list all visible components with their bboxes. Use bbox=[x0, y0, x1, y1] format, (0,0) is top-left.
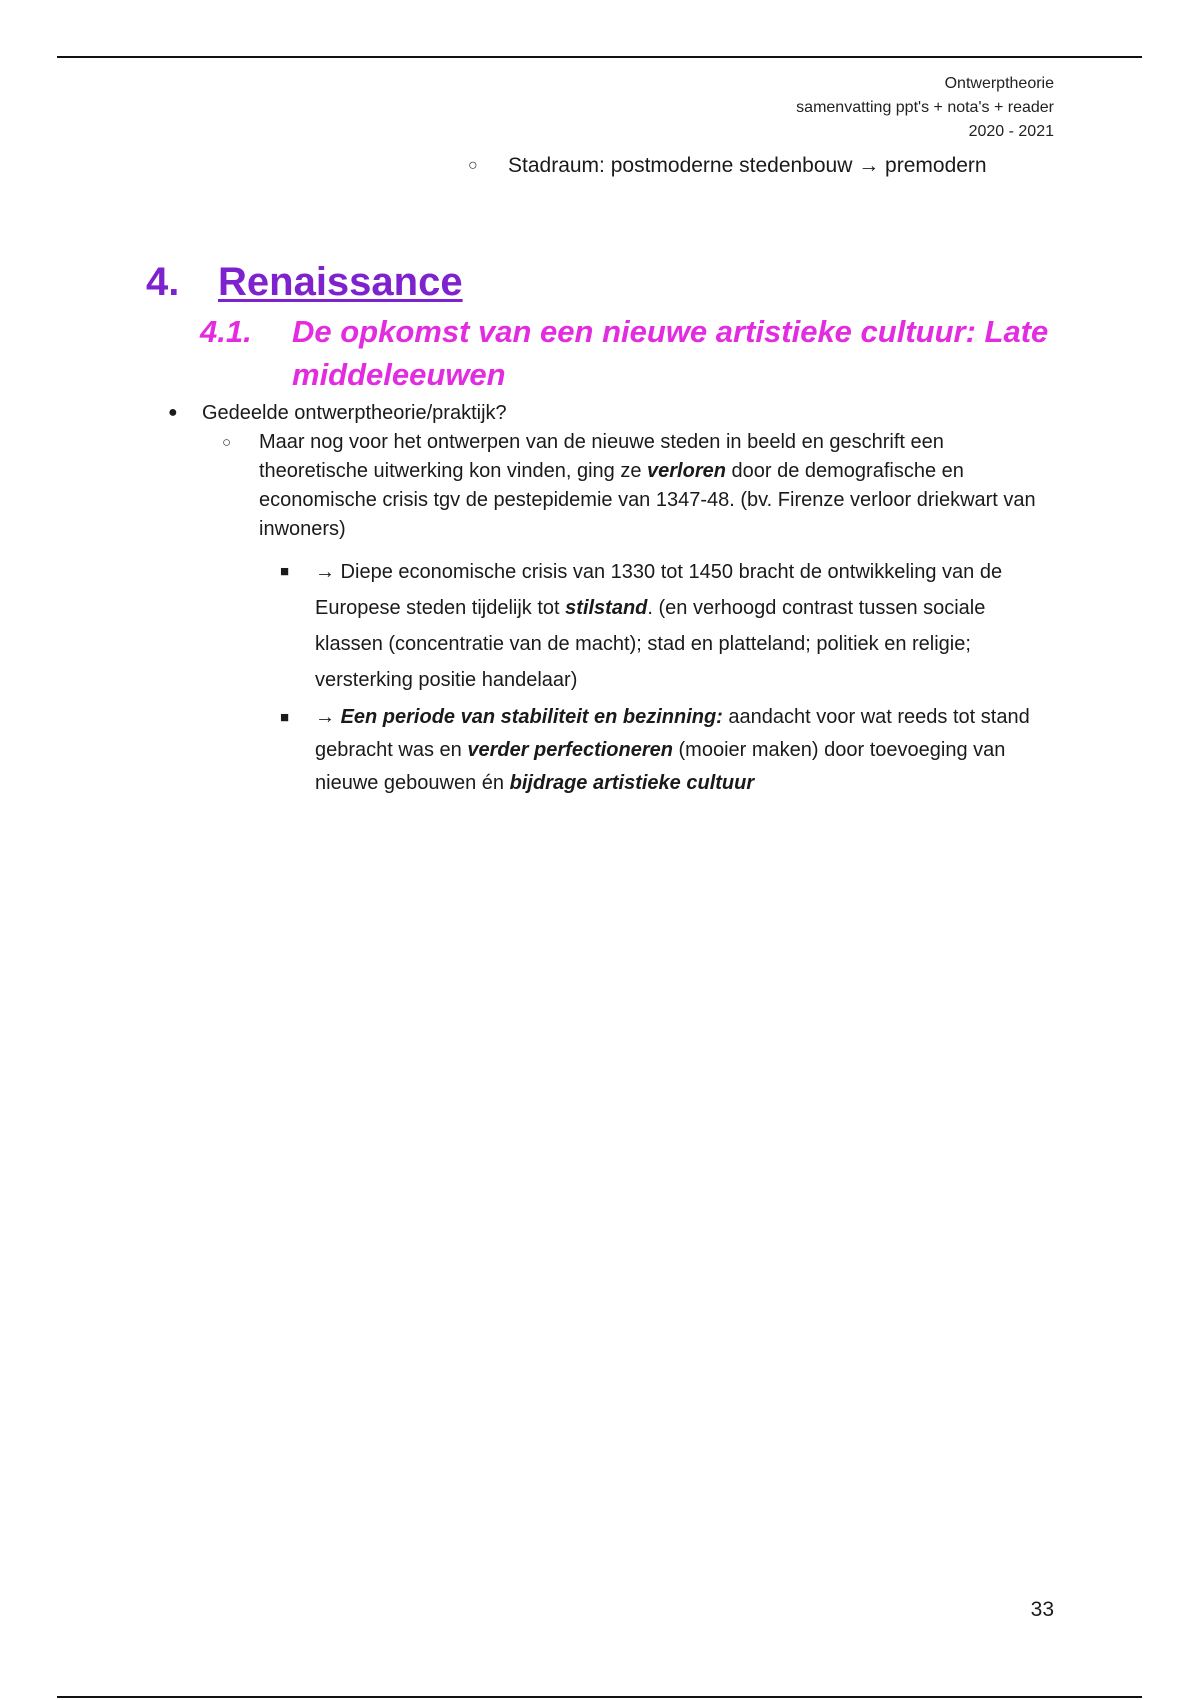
filled-circle-bullet-icon: ● bbox=[168, 404, 178, 421]
bottom-rule bbox=[57, 1696, 1142, 1698]
emphasis-text: verloren bbox=[647, 460, 726, 482]
list-item-paragraph bbox=[259, 428, 1049, 544]
emphasis-text: stilstand bbox=[565, 597, 648, 619]
square-bullet-icon: ■ bbox=[280, 563, 290, 580]
header-subtitle: samenvatting ppt's + nota's + reader bbox=[796, 99, 1054, 116]
text-run: . (en verhoogd contrast tussen sociale klassen (concentratie van de macht); stad en platteland; politiek en religie; versterking positie handelaar) bbox=[315, 597, 986, 691]
hollow-circle-bullet-icon: ○ bbox=[222, 434, 232, 451]
arrow-text: → bbox=[315, 706, 341, 728]
section-number: 4. bbox=[146, 260, 180, 304]
header-course: Ontwerptheorie bbox=[944, 75, 1054, 92]
emphasis-text: bijdrage artistieke cultuur bbox=[509, 772, 755, 794]
list-item-text: Gedeelde ontwerptheorie/praktijk? bbox=[202, 402, 507, 424]
top-rule bbox=[57, 56, 1142, 58]
text-run: aandacht voor wat reeds tot stand gebracht was en bbox=[315, 706, 1030, 761]
emphasis-text: verder perfectioneren bbox=[467, 739, 673, 761]
header-year: 2020 - 2021 bbox=[968, 123, 1054, 140]
page-header bbox=[796, 72, 1054, 144]
list-item-paragraph bbox=[315, 701, 1055, 800]
page-number: 33 bbox=[1030, 1598, 1054, 1621]
text-run: door de demografische en economische crisis tgv de pestepidemie van 1347-48. (bv. Firenze verloor driekwart van inwoners) bbox=[259, 460, 1036, 540]
text-run: (mooier maken) door toevoeging van nieuwe gebouwen én bbox=[315, 739, 1006, 794]
text-run: Maar nog voor het ontwerpen van de nieuwe steden in beeld en geschrift een theoretische uitwerking kon vinden, ging ze bbox=[259, 431, 944, 482]
carry-over-text: Stadraum: postmoderne stedenbouw → premodern bbox=[508, 154, 987, 177]
emphasis-text: Een periode van stabiliteit en bezinning: bbox=[340, 706, 723, 728]
hollow-circle-bullet-icon: ○ bbox=[468, 157, 478, 174]
section-title: Renaissance bbox=[218, 260, 463, 304]
subsection-title: De opkomst van een nieuwe artistieke cultuur: Late middeleeuwen bbox=[292, 314, 1049, 392]
subsection-number: 4.1. bbox=[200, 314, 252, 349]
square-bullet-icon: ■ bbox=[280, 709, 290, 726]
list-item-paragraph bbox=[315, 554, 1055, 698]
text-run: → Diepe economische crisis van 1330 tot 1450 bracht de ontwikkeling van de Europese steden tijdelijk tot bbox=[315, 561, 1003, 619]
